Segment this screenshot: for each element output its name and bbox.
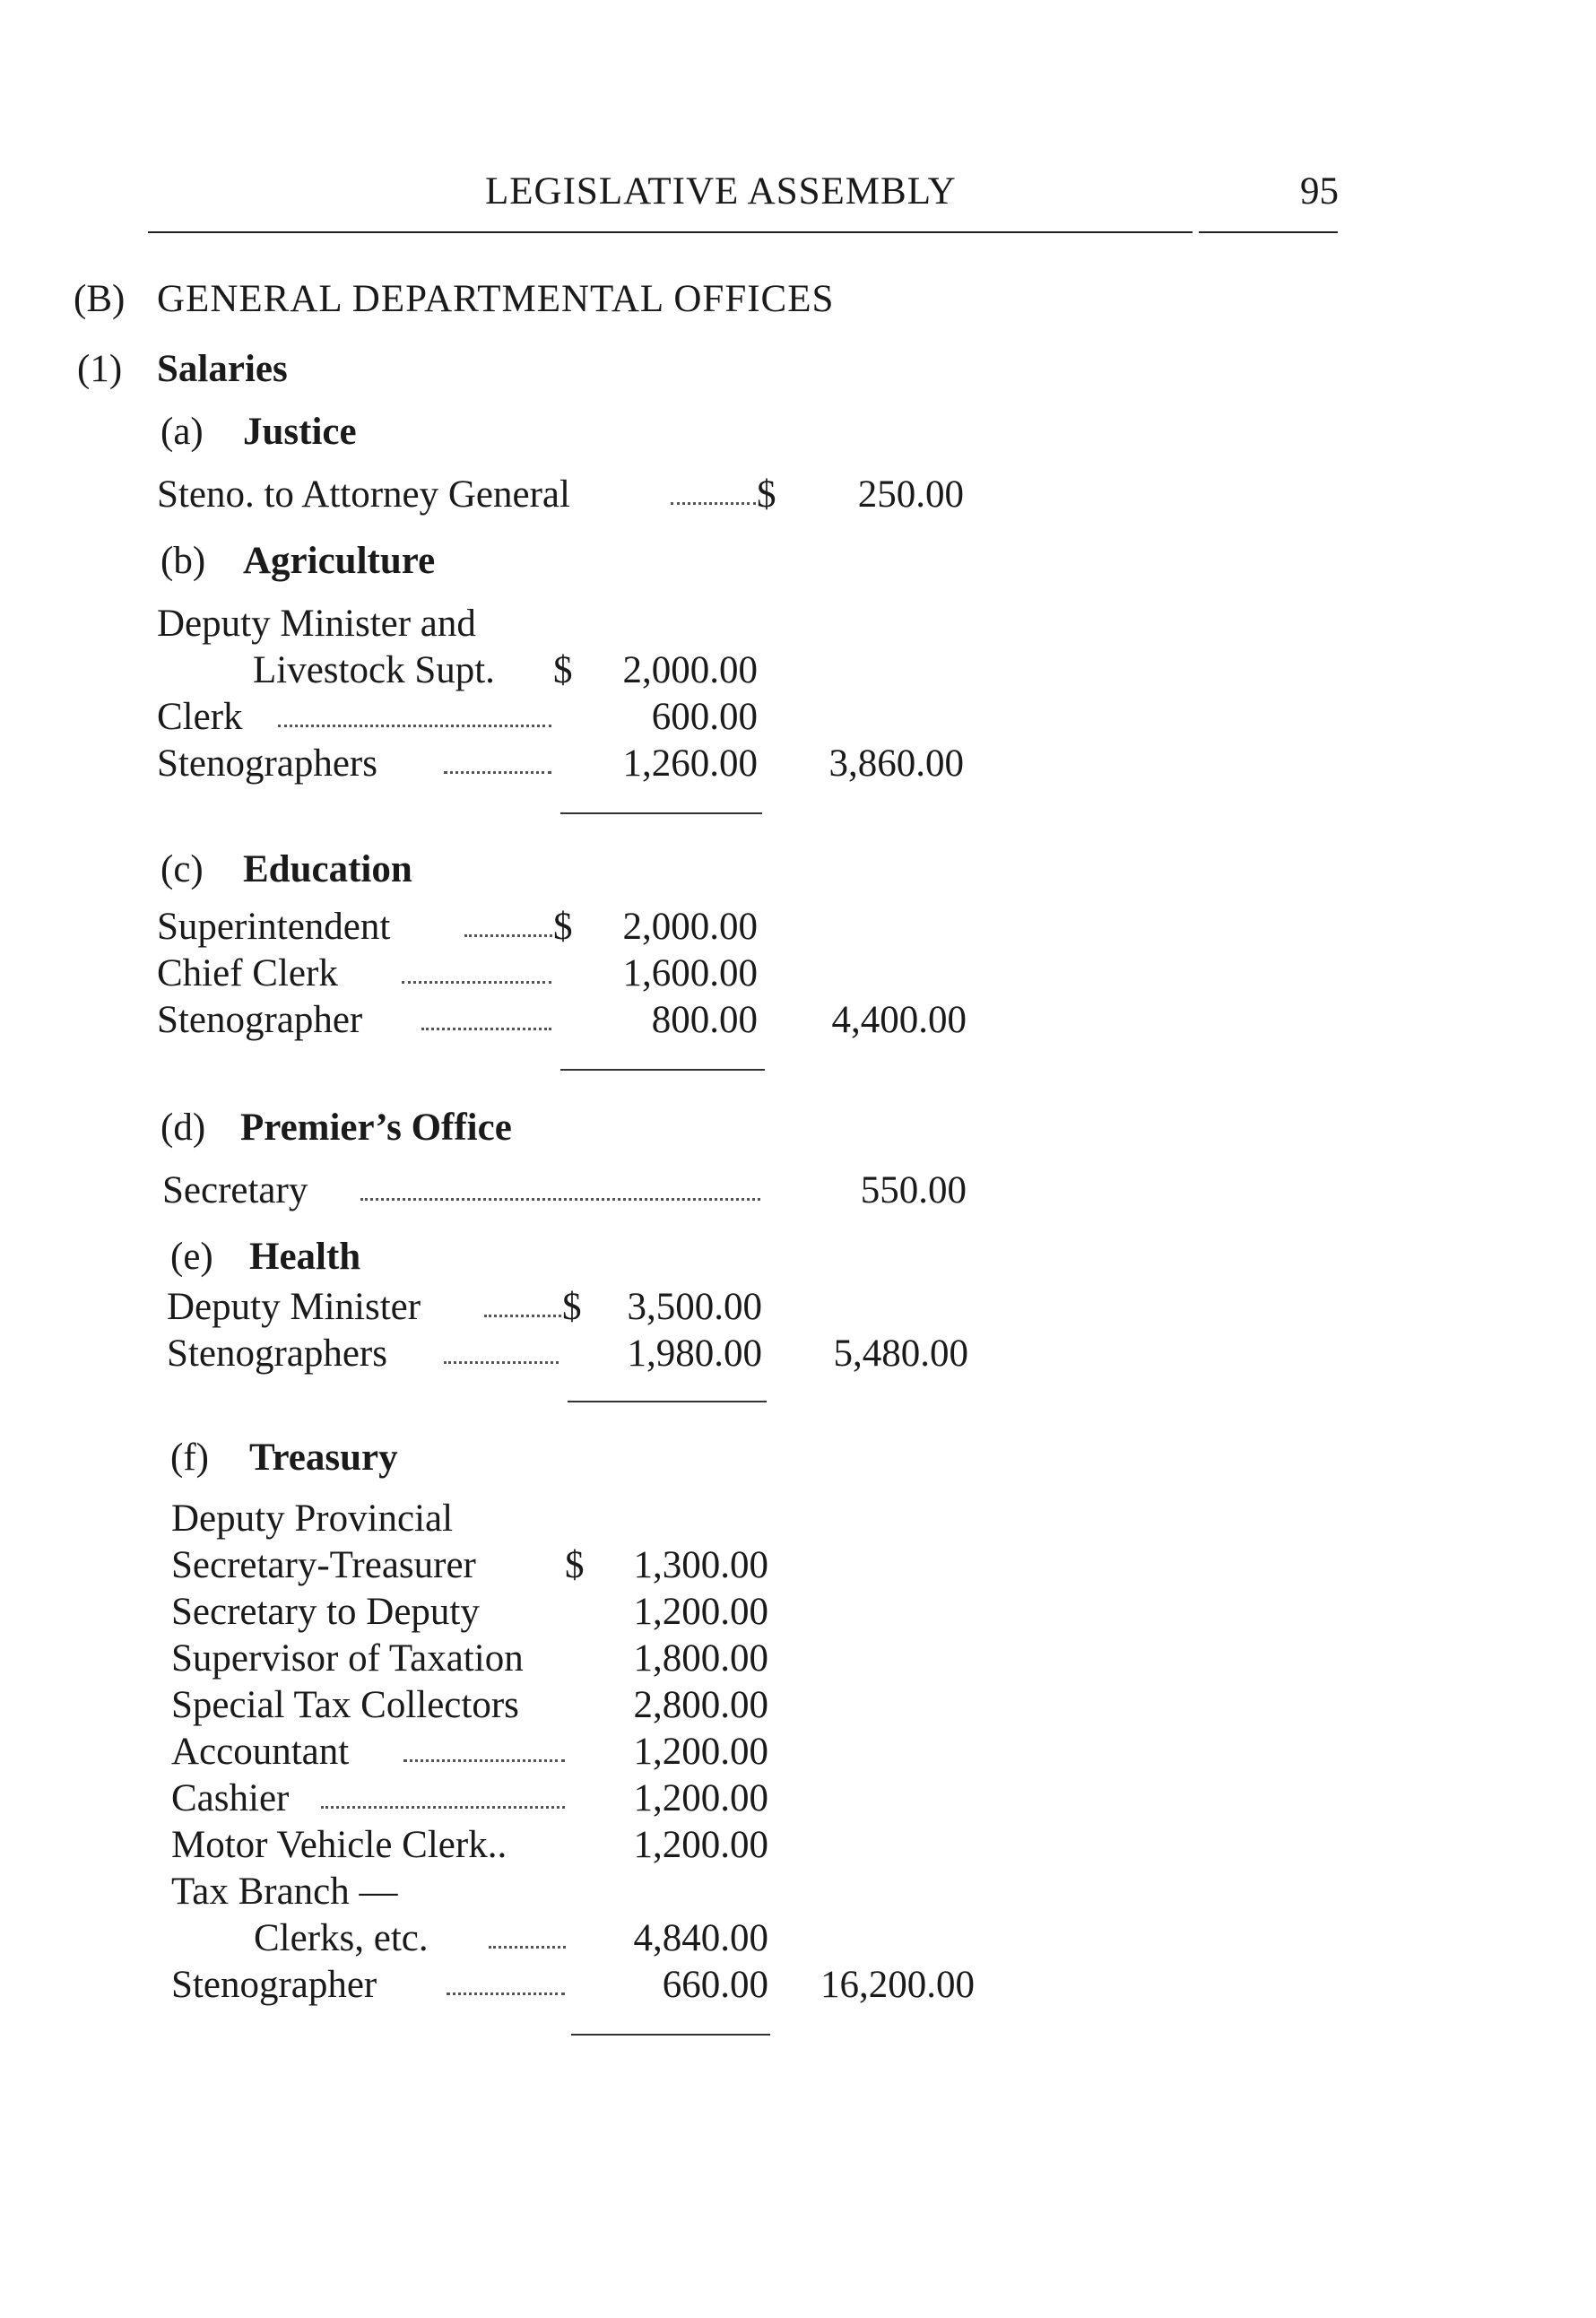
justice-dollar-sign: $ [757, 473, 776, 516]
treasury-line-label: Secretary-Treasurer [171, 1544, 476, 1586]
health-dollar-sign: $ [562, 1286, 582, 1328]
treasury-amount: 1,200.00 [633, 1731, 768, 1773]
header-rule-right [1199, 231, 1338, 233]
header-rule [148, 231, 1193, 233]
treasury-line-label: Tax Branch — [171, 1871, 398, 1913]
treasury-amount: 1,200.00 [633, 1777, 768, 1819]
justice-marker: (a) [160, 411, 204, 453]
leader-dots [402, 981, 551, 984]
subsection-marker: (1) [77, 348, 123, 390]
education-line-label: Stenographer [157, 999, 363, 1041]
premier-line-label: Secretary [162, 1169, 308, 1211]
treasury-line-label: Clerks, etc. [254, 1917, 429, 1959]
health-line-label: Stenographers [167, 1333, 387, 1375]
agriculture-amount: 600.00 [651, 696, 758, 738]
agriculture-line-label: Clerk [157, 696, 243, 738]
treasury-total: 16,200.00 [820, 1964, 975, 2006]
education-amount: 800.00 [651, 999, 758, 1041]
leader-dots [360, 1198, 760, 1201]
subtotal-rule [568, 1401, 767, 1402]
treasury-amount: 2,800.00 [633, 1684, 768, 1726]
justice-total: 250.00 [857, 473, 964, 516]
treasury-line-label: Motor Vehicle Clerk.. [171, 1824, 507, 1866]
subtotal-rule [560, 1069, 765, 1071]
health-line-label: Deputy Minister [167, 1286, 421, 1328]
health-amount: 3,500.00 [627, 1286, 762, 1328]
agriculture-amount: 2,000.00 [622, 649, 758, 691]
education-marker: (c) [160, 848, 204, 890]
treasury-dollar-sign: $ [565, 1544, 585, 1586]
premier-total: 550.00 [860, 1169, 967, 1211]
running-header-title: LEGISLATIVE ASSEMBLY [485, 170, 957, 213]
treasury-amount: 1,200.00 [633, 1824, 768, 1866]
agriculture-line-label: Livestock Supt. [253, 649, 495, 691]
treasury-line-label: Special Tax Collectors [171, 1684, 519, 1726]
justice-title: Justice [243, 411, 357, 453]
treasury-line-label: Secretary to Deputy [171, 1591, 480, 1633]
education-line-label: Superintendent [157, 906, 391, 948]
subtotal-rule [560, 812, 762, 814]
leader-dots [278, 725, 551, 727]
leader-dots [403, 1759, 565, 1762]
health-amount: 1,980.00 [627, 1333, 762, 1375]
treasury-marker: (f) [170, 1437, 209, 1479]
health-title: Health [249, 1236, 361, 1278]
treasury-title: Treasury [249, 1437, 398, 1479]
treasury-amount: 1,200.00 [633, 1591, 768, 1633]
agriculture-line-label: Stenographers [157, 742, 377, 785]
premier-marker: (d) [160, 1107, 206, 1149]
agriculture-marker: (b) [160, 540, 206, 582]
agriculture-title: Agriculture [243, 540, 436, 582]
education-amount: 1,600.00 [622, 952, 758, 994]
leader-dots [447, 1992, 565, 1995]
section-title: GENERAL DEPARTMENTAL OFFICES [157, 278, 835, 320]
leader-dots [444, 1361, 559, 1364]
subsection-title: Salaries [157, 348, 288, 390]
leader-dots [489, 1946, 566, 1949]
education-dollar-sign: $ [553, 906, 573, 948]
treasury-line-label: Deputy Provincial [171, 1498, 454, 1540]
treasury-line-label: Stenographer [171, 1964, 377, 2006]
section-marker: (B) [74, 278, 126, 320]
treasury-line-label: Supervisor of Taxation [171, 1637, 524, 1680]
health-total: 5,480.00 [833, 1333, 968, 1375]
agriculture-amount: 1,260.00 [622, 742, 758, 785]
agriculture-total: 3,860.00 [828, 742, 964, 785]
treasury-amount: 4,840.00 [633, 1917, 768, 1959]
treasury-amount: 660.00 [662, 1964, 768, 2006]
health-marker: (e) [170, 1236, 213, 1278]
leader-dots [444, 771, 551, 774]
leader-dots [421, 1028, 551, 1030]
treasury-line-label: Cashier [171, 1777, 290, 1819]
premier-title: Premier’s Office [240, 1107, 512, 1149]
leader-dots [321, 1806, 565, 1809]
justice-line-label: Steno. to Attorney General [157, 473, 570, 516]
agriculture-line-label: Deputy Minister and [157, 603, 476, 645]
treasury-amount: 1,300.00 [633, 1544, 768, 1586]
agriculture-dollar-sign: $ [553, 649, 573, 691]
education-total: 4,400.00 [831, 999, 967, 1041]
page-number: 95 [1300, 170, 1339, 213]
education-amount: 2,000.00 [622, 906, 758, 948]
treasury-line-label: Accountant [171, 1731, 350, 1773]
education-title: Education [243, 848, 412, 890]
treasury-amount: 1,800.00 [633, 1637, 768, 1680]
leader-dots [484, 1315, 561, 1317]
education-line-label: Chief Clerk [157, 952, 338, 994]
subtotal-rule [571, 2034, 770, 2036]
leader-dots [671, 502, 756, 505]
leader-dots [464, 934, 552, 937]
